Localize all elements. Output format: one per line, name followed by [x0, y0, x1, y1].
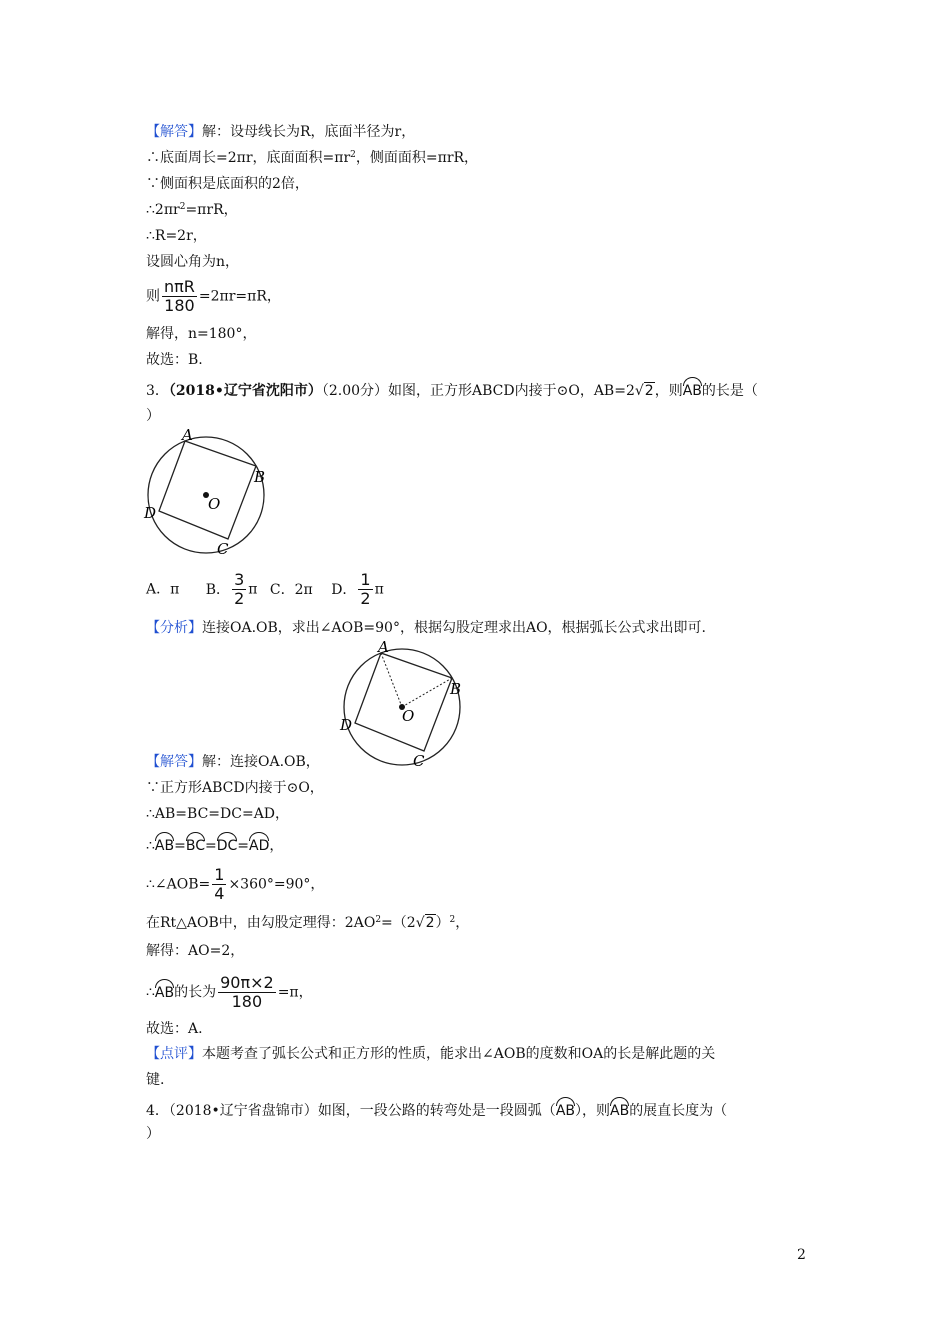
question-4: 4．（2018•辽宁省盘锦市）如图，一段公路的转弯处是一段圆弧（AB），则AB的展直长度为（ [146, 1097, 727, 1120]
label-a: A [182, 428, 193, 444]
analysis-tag: 【分析】 [146, 620, 202, 636]
solution-line-4: ∴AB=BC=DC=AD， [146, 832, 283, 855]
question-3: 3．（2018•辽宁省沈阳市）（2.00分）如图，正方形ABCD内接于⊙O，AB=2√2，则AB的长是（ [146, 377, 758, 400]
label-d: D [144, 504, 157, 522]
arc-dc: DC [217, 832, 238, 855]
arc-bc: BC [186, 832, 205, 855]
solution-line-9: 故选：A. [146, 1021, 203, 1037]
figure-circle-square-radii [336, 640, 471, 770]
label-d: D [340, 716, 353, 734]
analysis-line: 【分析】连接OA.OB，求出∠AOB=90°，根据勾股定理求出AO，根据弧长公式求出即可. [146, 620, 706, 636]
answer-line-2: ∴底面周长=2πr，底面面积$=\pi r^2$，侧面面积=πrR， [146, 150, 479, 166]
comment-line-1: 【点评】本题考查了弧长公式和正方形的性质，能求出∠AOB的度数和OA的长是解此题的关 [146, 1046, 716, 1062]
label-o: O [208, 495, 221, 513]
answer-line-9: 故选：B. [146, 352, 203, 368]
solution-line-6: 在Rt△AOB中，由勾股定理得：$2AO^2=(2√2)^2$， [146, 915, 470, 931]
label-c: C [217, 540, 229, 558]
label-c: C [413, 752, 425, 770]
answer-line-3: ∵侧面积是底面积的2倍， [146, 176, 309, 192]
arc-ab: AB [155, 979, 174, 1002]
answer-line-4: $\therefore 2\pi r^2=\pi rR$， [146, 202, 238, 218]
solution-line-3: ∴AB=BC=DC=AD， [146, 806, 290, 822]
fraction: $\frac{1}{4}$ [214, 865, 225, 903]
answer-line-6: 设圆心角为n， [146, 254, 240, 270]
arc-ab: AB [155, 832, 174, 855]
arc-ad: AD [249, 832, 269, 855]
comment-line-2: 键. [146, 1072, 165, 1088]
arc-ab: AB [556, 1097, 575, 1120]
option-d-label: D． [331, 581, 357, 598]
solution-line-8: ∴AB的长为 $\frac{90\pi\times 2}{180}$ =π， [146, 973, 313, 1011]
answer-line-5: ∴R=2r， [146, 228, 207, 244]
label-b: B [450, 680, 462, 698]
question-3-close: ） [146, 408, 160, 424]
answer-line-1: 【解答】解：设母线长为R，底面半径为r， [146, 124, 416, 140]
option-c: C．2π [269, 581, 313, 598]
answer-line-7: 则 $\frac{\text{nπR}}{180}$ =2πr=πR， [146, 277, 281, 315]
solution-line-2: ∵正方形ABCD内接于⊙O， [146, 780, 324, 796]
label-b: B [254, 468, 266, 486]
arc-label: AB [683, 377, 702, 400]
option-d-fraction: $\frac{1}{2}$ [360, 570, 371, 608]
sqrt: √2 [634, 383, 654, 399]
solution-tag: 【解答】 [146, 754, 202, 770]
label-a: A [378, 640, 389, 656]
comment-tag: 【点评】 [146, 1046, 202, 1062]
label-o: O [402, 707, 415, 725]
fraction: $\frac{90\pi\times 2}{180}$ [220, 973, 274, 1011]
solution-line-1: 【解答】解：连接OA.OB， [146, 754, 320, 770]
page-number: 2 [797, 1247, 806, 1263]
solution-line-7: 解得：AO=2， [146, 943, 245, 959]
options-row: A．π B． $\frac{3}{2}$ π C．2π D． $\frac{1}{2}$ π [146, 570, 384, 608]
arc-ab: AB [610, 1097, 629, 1120]
question-4-close: ） [146, 1126, 160, 1142]
question-source: （2018•辽宁省沈阳市） [168, 383, 322, 399]
question-source: （2018•辽宁省盘锦市） [168, 1103, 318, 1119]
option-b-label: B． [205, 581, 231, 598]
answer-line-8: 解得，n=180°， [146, 326, 257, 342]
option-b-fraction: $\frac{3}{2}$ [234, 570, 245, 608]
sqrt: √2 [415, 915, 435, 931]
option-a: A．π [146, 581, 180, 598]
figure-circle-square [140, 428, 275, 558]
answer-tag: 【解答】 [146, 124, 202, 140]
fraction: $\frac{\text{nπR}}{180}$ [164, 277, 195, 315]
solution-line-5: ∴∠AOB= $\frac{1}{4}$ ×360°=90°， [146, 865, 325, 903]
